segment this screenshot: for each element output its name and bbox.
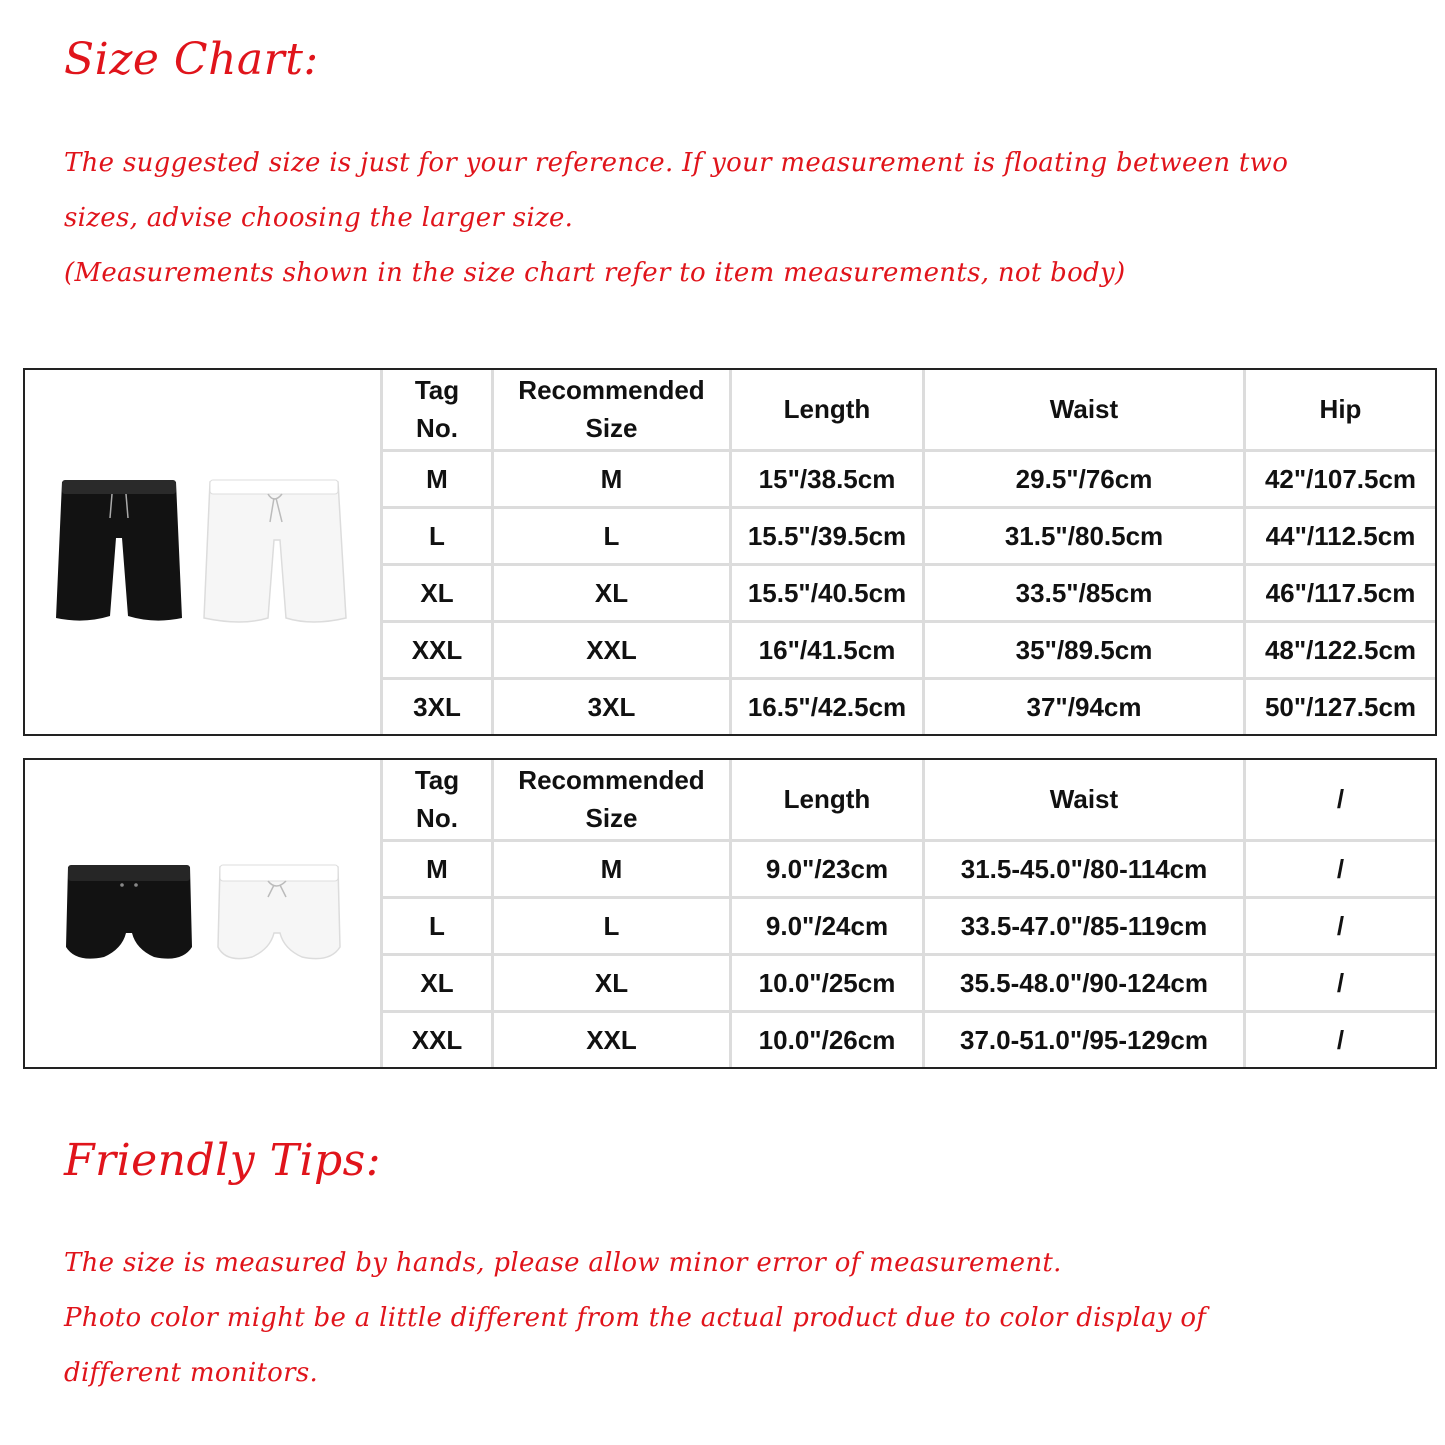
cell-tag: XXL xyxy=(382,622,493,679)
cell-length: 16.5"/42.5cm xyxy=(731,679,924,734)
cell-empty: / xyxy=(1245,840,1436,897)
cell-waist: 33.5"/85cm xyxy=(924,564,1245,621)
cell-waist: 37"/94cm xyxy=(924,679,1245,734)
cell-tag: M xyxy=(382,450,493,507)
table-row xyxy=(382,1012,1436,1067)
white-long-shorts-image xyxy=(202,478,352,626)
header-waist: Waist xyxy=(924,370,1245,450)
intro-line: (Measurements shown in the size chart refer to item measurements, not body) xyxy=(64,258,1126,288)
friendly-tips-title: Friendly Tips: xyxy=(64,1135,382,1186)
header-tag-no: Tag No. xyxy=(382,760,493,840)
white-short-shorts-image xyxy=(214,863,344,965)
intro-line: sizes, advise choosing the larger size. xyxy=(64,203,574,233)
table-row xyxy=(382,507,1436,564)
product-image-cell xyxy=(25,370,380,734)
cell-tag: L xyxy=(382,507,493,564)
tip-line: Photo color might be a little different from the actual product due to color display of xyxy=(64,1303,1207,1333)
table-row xyxy=(382,564,1436,621)
cell-rec-size: XL xyxy=(493,955,731,1012)
cell-waist: 37.0-51.0"/95-129cm xyxy=(924,1012,1245,1067)
intro-line: The suggested size is just for your reference. If your measurement is floating between two xyxy=(64,148,1289,178)
cell-length: 9.0"/24cm xyxy=(731,897,924,954)
table-row xyxy=(382,679,1436,734)
cell-tag: XL xyxy=(382,564,493,621)
cell-hip: 48"/122.5cm xyxy=(1245,622,1436,679)
tips-text xyxy=(64,1236,1206,1401)
cell-waist: 35.5-48.0"/90-124cm xyxy=(924,955,1245,1012)
cell-tag: M xyxy=(382,840,493,897)
intro-text xyxy=(64,136,1288,301)
black-long-shorts-image xyxy=(54,478,184,626)
cell-waist: 29.5"/76cm xyxy=(924,450,1245,507)
cell-rec-size: L xyxy=(493,897,731,954)
cell-length: 15"/38.5cm xyxy=(731,450,924,507)
cell-waist: 35"/89.5cm xyxy=(924,622,1245,679)
cell-rec-size: XL xyxy=(493,564,731,621)
header-length: Length xyxy=(731,370,924,450)
header-empty: / xyxy=(1245,760,1436,840)
cell-length: 16"/41.5cm xyxy=(731,622,924,679)
table-row xyxy=(382,450,1436,507)
table-row xyxy=(382,955,1436,1012)
cell-tag: XL xyxy=(382,955,493,1012)
table-row xyxy=(382,897,1436,954)
cell-waist: 33.5-47.0"/85-119cm xyxy=(924,897,1245,954)
tip-line: different monitors. xyxy=(64,1358,319,1388)
cell-tag: XXL xyxy=(382,1012,493,1067)
cell-length: 15.5"/40.5cm xyxy=(731,564,924,621)
header-recommended-size: Recommended Size xyxy=(493,370,731,450)
size-chart-title: Size Chart: xyxy=(64,34,319,85)
cell-waist: 31.5"/80.5cm xyxy=(924,507,1245,564)
cell-rec-size: XXL xyxy=(493,622,731,679)
header-tag-no: Tag No. xyxy=(382,370,493,450)
cell-rec-size: L xyxy=(493,507,731,564)
cell-empty: / xyxy=(1245,897,1436,954)
table-row xyxy=(382,840,1436,897)
cell-rec-size: 3XL xyxy=(493,679,731,734)
size-table-short-shorts xyxy=(23,758,1437,1069)
cell-empty: / xyxy=(1245,955,1436,1012)
header-length: Length xyxy=(731,760,924,840)
cell-length: 9.0"/23cm xyxy=(731,840,924,897)
size-grid xyxy=(380,760,1435,1067)
cell-hip: 50"/127.5cm xyxy=(1245,679,1436,734)
cell-waist: 31.5-45.0"/80-114cm xyxy=(924,840,1245,897)
table-row xyxy=(382,622,1436,679)
cell-rec-size: M xyxy=(493,840,731,897)
header-waist: Waist xyxy=(924,760,1245,840)
cell-rec-size: M xyxy=(493,450,731,507)
cell-empty: / xyxy=(1245,1012,1436,1067)
cell-length: 15.5"/39.5cm xyxy=(731,507,924,564)
header-row xyxy=(382,370,1436,450)
black-short-shorts-image xyxy=(62,863,196,965)
header-recommended-size: Recommended Size xyxy=(493,760,731,840)
product-image-cell xyxy=(25,760,380,1067)
size-grid xyxy=(380,370,1435,734)
cell-tag: 3XL xyxy=(382,679,493,734)
size-table-long-shorts xyxy=(23,368,1437,736)
cell-tag: L xyxy=(382,897,493,954)
cell-length: 10.0"/25cm xyxy=(731,955,924,1012)
header-row xyxy=(382,760,1436,840)
header-hip: Hip xyxy=(1245,370,1436,450)
tip-line: The size is measured by hands, please allow minor error of measurement. xyxy=(64,1248,1062,1278)
cell-length: 10.0"/26cm xyxy=(731,1012,924,1067)
cell-hip: 44"/112.5cm xyxy=(1245,507,1436,564)
cell-hip: 46"/117.5cm xyxy=(1245,564,1436,621)
cell-hip: 42"/107.5cm xyxy=(1245,450,1436,507)
cell-rec-size: XXL xyxy=(493,1012,731,1067)
